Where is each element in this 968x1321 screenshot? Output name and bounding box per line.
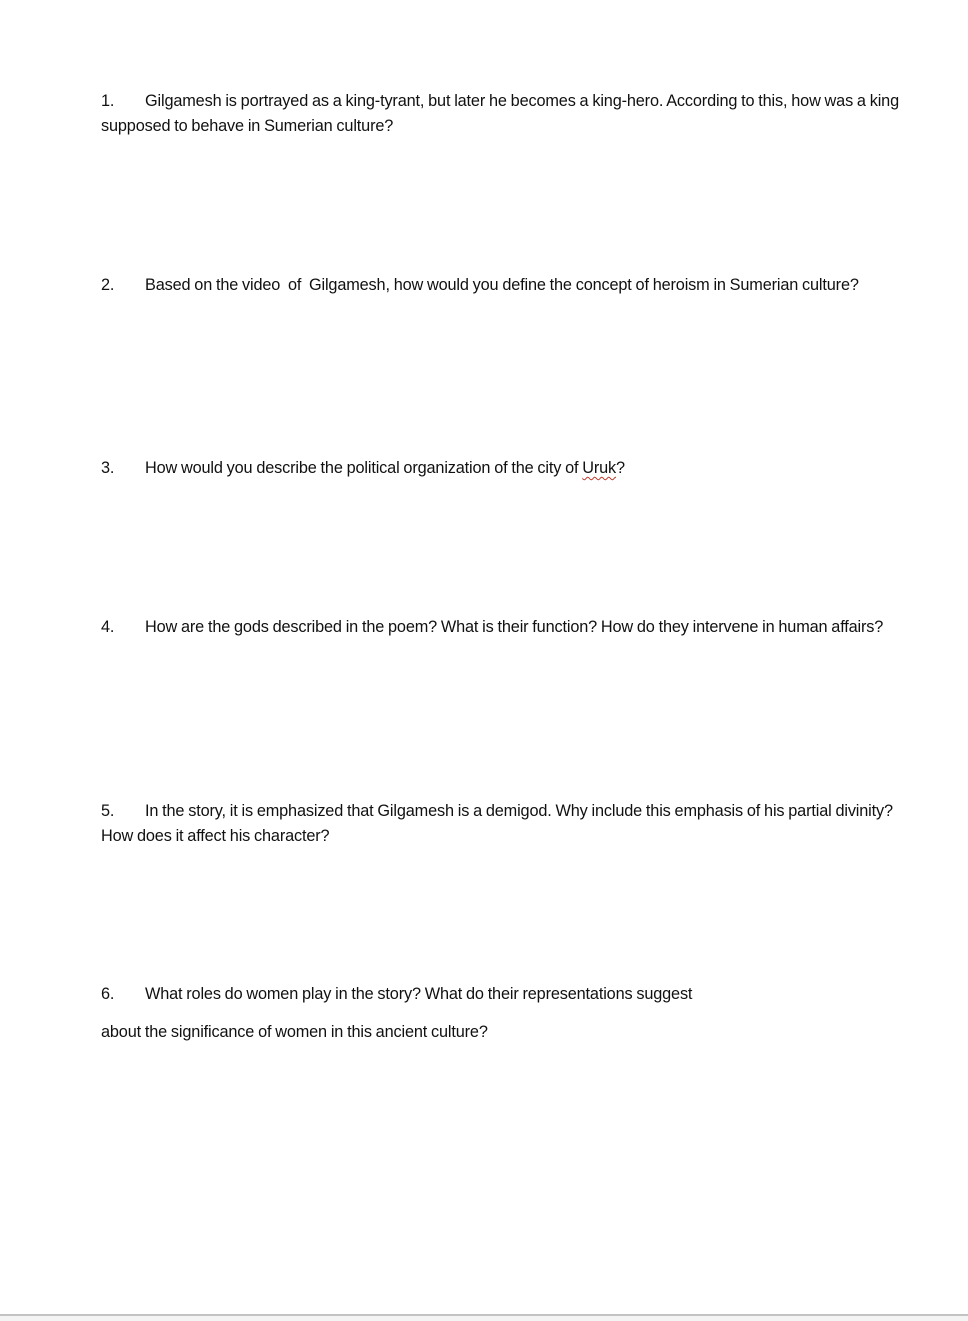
question-number: 3. xyxy=(101,459,115,477)
question-text: Gilgamesh is portrayed as a king-tyrant, but later he becomes a king-hero. According to this, how was a king supposed to behave in Sumerian culture? xyxy=(101,92,899,135)
question-text: Based on the video of Gilgamesh, how would you define the concept of heroism in Sumerian culture? xyxy=(145,276,859,294)
question-6[interactable] xyxy=(101,982,901,1045)
question-text: How would you describe the political organization of the city of xyxy=(145,459,583,477)
question-text-line-2: about the significance of women in this ancient culture? xyxy=(101,1023,488,1041)
question-text: In the story, it is emphasized that Gilgamesh is a demigod. Why include this emphasis of his partial divinity? How does it affect his character? xyxy=(101,802,893,845)
question-number: 4. xyxy=(101,618,115,636)
question-2[interactable] xyxy=(101,273,901,298)
question-5[interactable] xyxy=(101,799,901,849)
question-text: How are the gods described in the poem? What is their function? How do they intervene in human affairs? xyxy=(145,618,884,636)
question-number: 5. xyxy=(101,802,115,820)
question-text-end: ? xyxy=(616,459,625,477)
spell-check-flagged-word[interactable]: Uruk xyxy=(582,459,617,477)
question-number: 1. xyxy=(101,92,115,110)
question-number: 6. xyxy=(101,985,115,1003)
question-4[interactable] xyxy=(101,615,901,640)
question-1[interactable] xyxy=(101,89,901,139)
workspace-background xyxy=(0,1316,968,1321)
question-3[interactable] xyxy=(101,456,901,481)
question-text-line-1: What roles do women play in the story? What do their representations suggest xyxy=(145,985,693,1003)
question-number: 2. xyxy=(101,276,115,294)
